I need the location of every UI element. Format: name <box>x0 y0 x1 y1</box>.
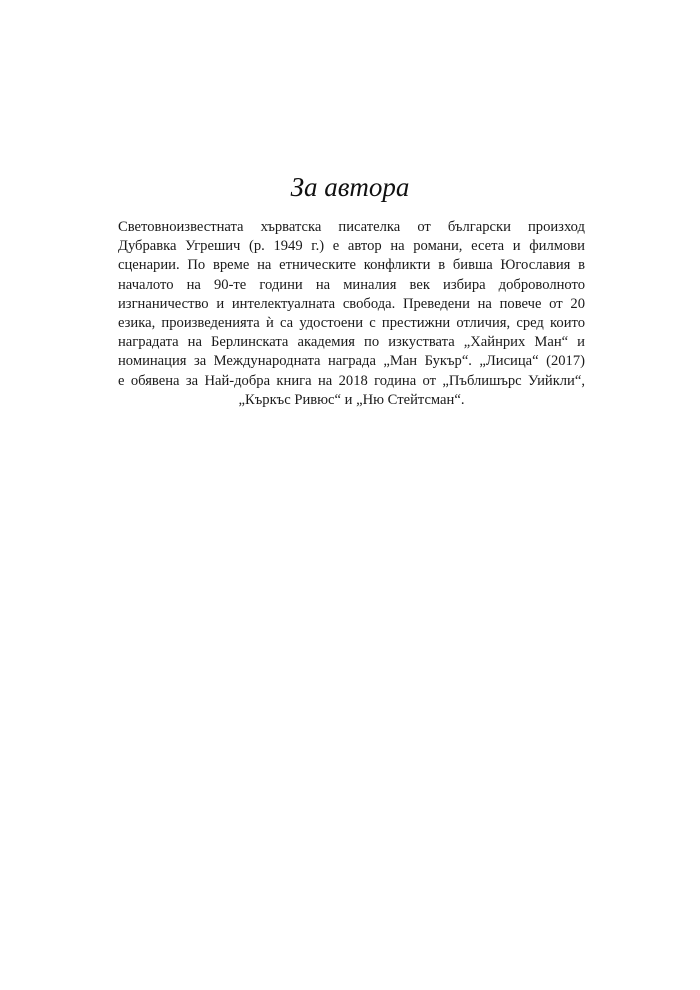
section-heading: За автора <box>290 172 410 202</box>
paragraph-line: изгнаничество и интелектуалната свобода. Преведени на повече от 20 <box>118 295 585 312</box>
paragraph-line-last: „Къркъс Ривюс“ и „Ню Стейтсман“. <box>238 391 465 408</box>
paragraph-line: наградата на Берлинската академия по изкуствата „Хайнрих Ман“ и <box>118 334 585 351</box>
paragraph-line: езика, произведенията ѝ са удостоени с престижни отличия, сред които <box>118 314 585 331</box>
author-bio-paragraph <box>118 218 585 410</box>
paragraph-line: началото на 90-те години на миналия век избира доброволното <box>118 276 585 293</box>
paragraph-line: Дубравка Угрешич (р. 1949 г.) е автор на романи, есета и филмови <box>118 238 585 255</box>
paragraph-line: сценарии. По време на етническите конфликти в бивша Югославия в <box>118 257 585 274</box>
paragraph-line: Световноизвестната хърватска писателка от български произход <box>118 219 585 235</box>
paragraph-line: номинация за Международната награда „Ман Букър“. „Лисица“ (2017) <box>118 353 585 370</box>
paragraph-line: е обявена за Най-добра книга на 2018 година от „Пъблишърс Уийкли“, <box>118 372 585 389</box>
